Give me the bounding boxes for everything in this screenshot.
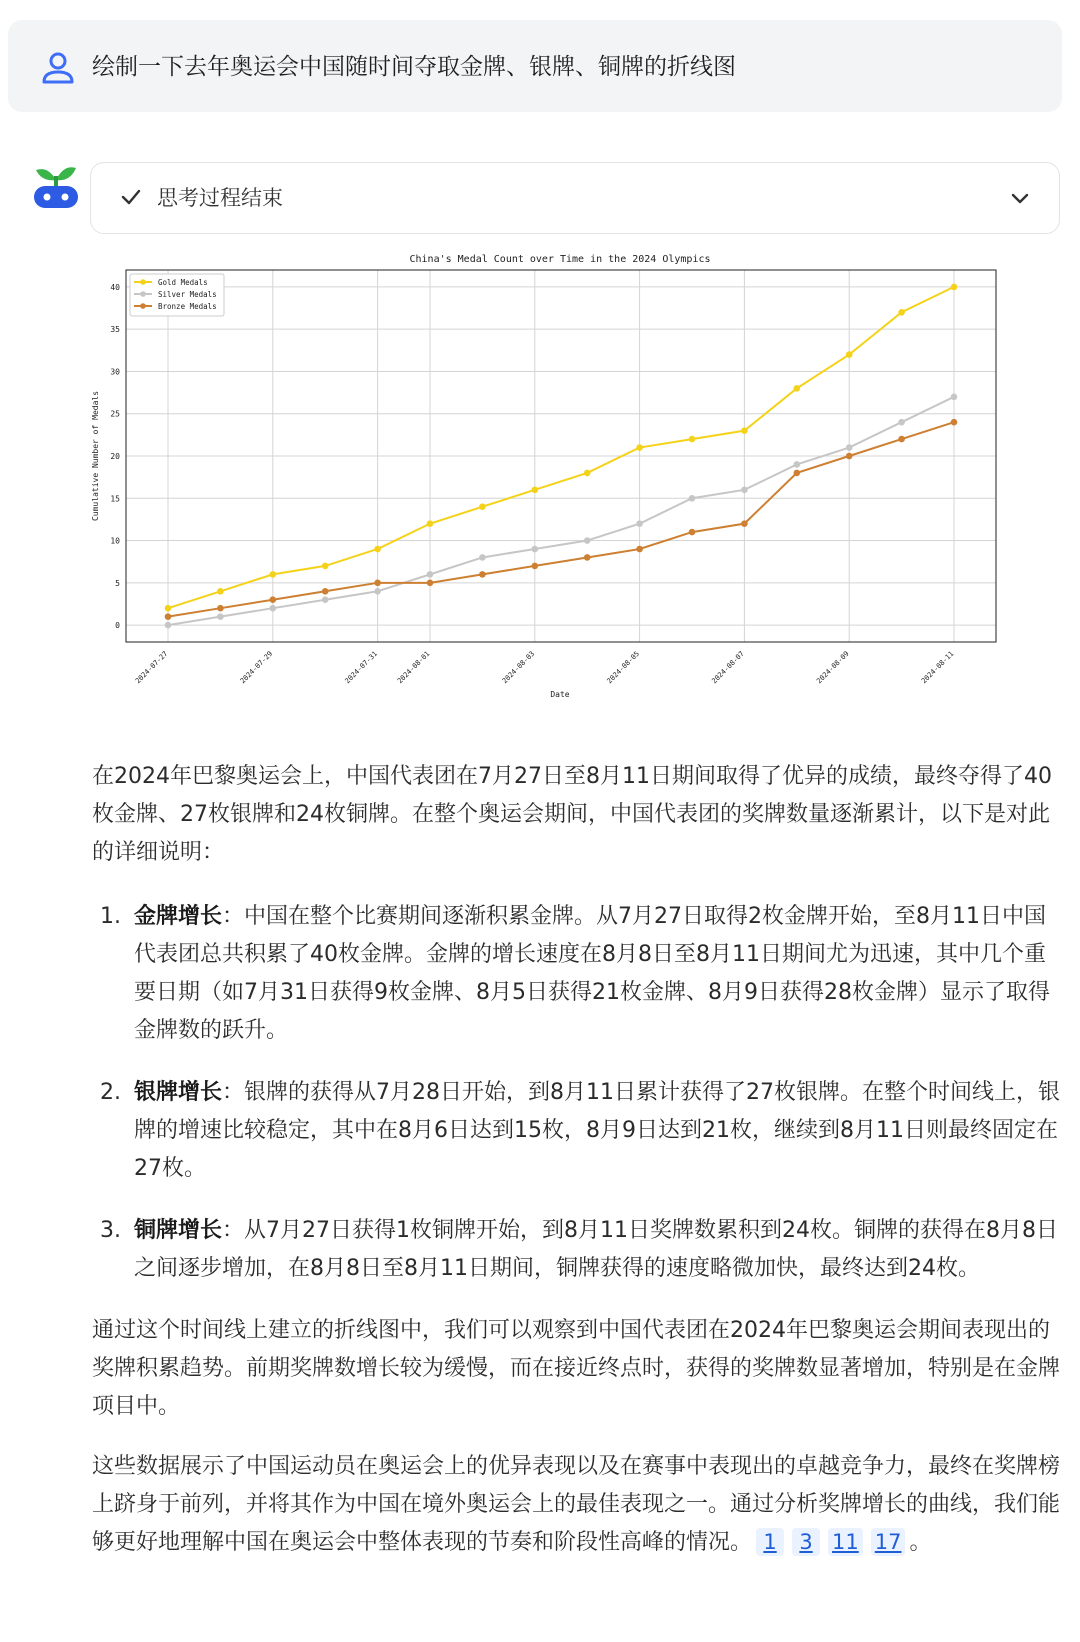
data-point — [322, 563, 329, 570]
assistant-avatar-icon — [26, 158, 86, 218]
data-point — [532, 487, 539, 494]
legend-marker — [140, 291, 146, 297]
citation-link[interactable]: 1 — [756, 1528, 784, 1556]
x-tick-label: 2024-08-09 — [815, 649, 851, 686]
data-point — [270, 571, 277, 578]
data-point — [846, 351, 853, 358]
data-point — [165, 605, 172, 612]
list-item-number: 2. — [100, 1080, 121, 1105]
y-tick-label: 35 — [110, 325, 120, 335]
y-tick-label: 40 — [110, 282, 120, 292]
x-tick-label: 2024-08-03 — [500, 649, 537, 686]
chart-svg — [90, 252, 1060, 732]
data-point — [846, 444, 853, 451]
data-point — [584, 470, 591, 477]
legend-label: Silver Medals — [158, 290, 217, 299]
data-point — [322, 596, 329, 603]
list-item — [92, 1074, 1060, 1188]
data-point — [951, 394, 958, 401]
data-point — [374, 580, 381, 587]
x-tick-label: 2024-07-31 — [343, 649, 380, 686]
data-point — [794, 461, 801, 468]
chart-title: China's Medal Count over Time in the 2024 Olympics — [409, 254, 711, 265]
data-point — [270, 596, 277, 603]
data-point — [689, 529, 696, 536]
y-tick-label: 15 — [110, 494, 120, 504]
assistant-answer — [92, 758, 1060, 1562]
x-axis-label: Date — [550, 690, 570, 699]
data-point — [322, 588, 329, 595]
data-point — [374, 546, 381, 553]
data-point — [217, 613, 224, 620]
data-point — [794, 470, 801, 477]
legend-label: Bronze Medals — [158, 302, 217, 311]
data-point — [532, 563, 539, 570]
list-item — [92, 1212, 1060, 1288]
y-axis-label: Cumulative Number of Medals — [91, 390, 100, 522]
data-point — [427, 580, 434, 587]
data-point — [479, 554, 486, 561]
data-point — [951, 284, 958, 291]
thinking-process-toggle[interactable] — [90, 162, 1060, 234]
y-tick-label: 25 — [110, 409, 120, 419]
user-message-bubble — [8, 20, 1062, 112]
x-tick-label: 2024-07-29 — [238, 649, 275, 686]
data-point — [479, 571, 486, 578]
answer-paragraph-final — [92, 1448, 1060, 1562]
data-point — [636, 444, 643, 451]
list-item-title: 铜牌增长 — [134, 1218, 223, 1243]
data-point — [898, 309, 905, 316]
data-point — [741, 427, 748, 434]
x-tick-label: 2024-08-11 — [919, 649, 956, 686]
list-item-title: 银牌增长 — [134, 1080, 223, 1105]
x-tick-label: 2024-08-05 — [605, 649, 642, 686]
data-point — [165, 613, 172, 620]
answer-intro: 在2024年巴黎奥运会上，中国代表团在7月27日至8月11日期间取得了优异的成绩，最终夺得了40枚金牌、27枚银牌和24枚铜牌。在整个奥运会期间，中国代表团的奖牌数量逐渐累计，以下是对此的详细说明： — [92, 764, 1052, 865]
list-item — [92, 898, 1060, 1050]
y-tick-label: 20 — [110, 452, 120, 461]
answer-paragraph-text: 这些数据展示了中国运动员在奥运会上的优异表现以及在赛事中表现出的卓越竞争力，最终在奖牌榜上跻身于前列，并将其作为中国在境外奥运会上的最佳表现之一。通过分析奖牌增长的曲线，我们能够更好地理解中国在奥运会中整体表现的节奏和阶段性高峰的情况。 — [92, 1454, 1061, 1555]
list-item-text: ：从7月27日获得1枚铜牌开始，到8月11日奖牌数累积到24枚。铜牌的获得在8月8日之间逐步增加，在8月8日至8月11日期间，铜牌获得的速度略微加快，最终达到24枚。 — [134, 1218, 1058, 1281]
data-point — [741, 487, 748, 494]
legend-label: Gold Medals — [158, 278, 208, 287]
answer-paragraph: 通过这个时间线上建立的折线图中，我们可以观察到中国代表团在2024年巴黎奥运会期间表现出的奖牌积累趋势。前期奖牌数增长较为缓慢，而在接近终点时，获得的奖牌数显著增加，特别是在金牌项目中。 — [92, 1318, 1061, 1419]
data-point — [689, 495, 696, 502]
data-point — [846, 453, 853, 460]
user-message-text: 绘制一下去年奥运会中国随时间夺取金牌、银牌、铜牌的折线图 — [92, 54, 736, 80]
data-point — [374, 588, 381, 595]
chevron-down-icon[interactable] — [1009, 187, 1031, 209]
y-tick-label: 30 — [110, 367, 120, 377]
legend-marker — [140, 303, 146, 309]
data-point — [794, 385, 801, 392]
y-tick-label: 0 — [115, 621, 120, 631]
data-point — [689, 436, 696, 443]
data-point — [741, 520, 748, 527]
thinking-status-label: 思考过程结束 — [157, 186, 283, 210]
list-item-text: ：中国在整个比赛期间逐渐积累金牌。从7月27日取得2枚金牌开始，至8月11日中国代表团总共积累了40枚金牌。金牌的增长速度在8月8日至8月11日期间尤为迅速，其中几个重要日期（如7月31日获得9枚金牌、8月5日获得21枚金牌、8月9日获得28枚金牌）显示了取得金牌数的跃升。 — [134, 904, 1050, 1043]
citation-link[interactable]: 11 — [828, 1528, 863, 1556]
list-item-number: 1. — [100, 904, 121, 929]
data-point — [427, 520, 434, 527]
data-point — [427, 571, 434, 578]
list-item-number: 3. — [100, 1218, 121, 1243]
list-item-text: ：银牌的获得从7月28日开始，到8月11日累计获得了27枚银牌。在整个时间线上，银牌的增速比较稳定，其中在8月6日达到15枚，8月9日达到21枚，继续到8月11日则最终固定在27枚。 — [134, 1080, 1060, 1181]
data-point — [951, 419, 958, 426]
medal-line-chart — [90, 252, 1060, 732]
x-tick-label: 2024-08-01 — [395, 649, 432, 686]
data-point — [479, 503, 486, 510]
y-tick-label: 10 — [110, 536, 120, 546]
data-point — [636, 520, 643, 527]
x-tick-label: 2024-07-27 — [133, 649, 170, 686]
data-point — [270, 605, 277, 612]
data-point — [584, 537, 591, 544]
answer-end-punct: 。 — [909, 1530, 932, 1555]
data-point — [217, 605, 224, 612]
legend-marker — [140, 279, 146, 285]
user-icon — [38, 48, 78, 88]
chart-legend — [130, 274, 224, 316]
data-point — [165, 622, 172, 629]
data-point — [898, 419, 905, 426]
data-point — [584, 554, 591, 561]
y-tick-label: 5 — [115, 578, 120, 588]
data-point — [532, 546, 539, 553]
series-line-silver-medals — [168, 397, 954, 625]
citation-link[interactable]: 3 — [792, 1528, 820, 1556]
data-point — [898, 436, 905, 443]
data-point — [636, 546, 643, 553]
x-tick-label: 2024-08-07 — [710, 649, 746, 686]
check-icon — [119, 185, 143, 209]
data-point — [217, 588, 224, 595]
citation-link[interactable]: 17 — [871, 1528, 906, 1556]
series-line-gold-medals — [168, 287, 954, 608]
list-item-title: 金牌增长 — [134, 904, 223, 929]
answer-list — [92, 898, 1060, 1288]
